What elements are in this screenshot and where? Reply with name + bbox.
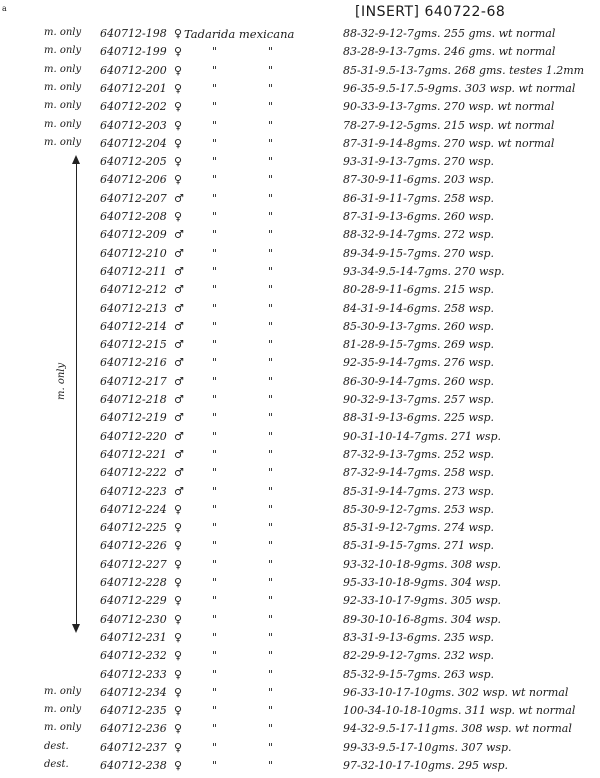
sex-symbol: ♂: [174, 191, 184, 205]
sex-symbol: ♀: [174, 649, 183, 663]
sex-symbol: ♀: [174, 521, 183, 535]
sex-symbol: ♀: [174, 173, 183, 187]
specimen-row: [0, 45, 600, 64]
catalog-number: 640712-219: [100, 411, 167, 425]
ditto-mark: ": [212, 649, 218, 663]
ditto-mark: ": [212, 466, 218, 480]
measurements: 89-30-10-16-8gms. 304 wsp.: [343, 612, 502, 626]
catalog-number: 640712-235: [100, 704, 167, 718]
ditto-mark: ": [268, 740, 274, 754]
sex-symbol: ♀: [174, 722, 183, 736]
catalog-number: 640712-231: [100, 630, 167, 644]
catalog-number: 640712-236: [100, 722, 167, 736]
measurements: 93-34-9.5-14-7gms. 270 wsp.: [343, 264, 505, 278]
specimen-row: [0, 137, 600, 156]
measurements: 83-31-9-13-6gms. 235 wsp.: [343, 630, 495, 644]
sex-symbol: ♀: [174, 704, 183, 718]
catalog-number: 640712-223: [100, 484, 167, 498]
measurements: 88-32-9-12-7gms. 255 gms. wt normal: [343, 27, 556, 40]
ditto-mark: ": [268, 393, 274, 406]
specimen-row: [0, 356, 600, 375]
ditto-mark: ": [212, 576, 218, 589]
catalog-number: 640712-233: [100, 667, 167, 681]
catalog-number: 640712-220: [100, 429, 167, 443]
ditto-mark: ": [268, 411, 274, 425]
ditto-mark: ": [268, 667, 274, 681]
measurements: 85-30-9-13-7gms. 260 wsp.: [343, 319, 495, 333]
ditto-mark: ": [268, 264, 274, 278]
catalog-number: 640712-206: [100, 173, 167, 187]
specimen-row: [0, 393, 600, 412]
ditto-mark: ": [212, 612, 218, 626]
ditto-mark: ": [268, 502, 274, 516]
catalog-number: 640712-225: [100, 521, 167, 535]
specimen-row: [0, 192, 600, 211]
specimen-row: [0, 64, 600, 83]
measurements: 96-33-10-17-10gms. 302 wsp. wt normal: [343, 685, 569, 699]
specimen-row: [0, 100, 600, 119]
measurements: 88-31-9-13-6gms. 225 wsp.: [343, 411, 495, 425]
ditto-mark: ": [212, 411, 218, 425]
measurements: 85-31-9-14-7gms. 273 wsp.: [343, 484, 495, 498]
catalog-number: 640712-212: [100, 283, 167, 297]
catalog-number: 640712-201: [100, 81, 167, 95]
row-prefix: m. only: [44, 63, 82, 75]
sex-symbol: ♀: [174, 136, 183, 150]
row-prefix: m. only: [44, 136, 82, 148]
catalog-number: 640712-204: [100, 136, 167, 150]
measurements: 93-32-10-18-9gms. 308 wsp.: [343, 557, 502, 571]
ditto-mark: ": [212, 301, 218, 315]
ditto-mark: ": [268, 466, 274, 480]
sex-symbol: ♂: [174, 484, 184, 498]
sex-symbol: ♂: [174, 338, 184, 352]
measurements: 85-32-9-15-7gms. 263 wsp.: [343, 667, 495, 681]
specimen-row: [0, 613, 600, 632]
sex-symbol: ♀: [174, 27, 183, 40]
specimen-row: [0, 210, 600, 229]
specimen-row: [0, 631, 600, 650]
ditto-mark: ": [212, 447, 218, 461]
specimen-row: [0, 173, 600, 192]
ditto-mark: ": [212, 722, 218, 736]
sex-symbol: ♂: [174, 228, 184, 242]
catalog-number: 640712-208: [100, 210, 167, 223]
catalog-number: 640712-199: [100, 45, 167, 59]
measurements: 99-33-9.5-17-10gms. 307 wsp.: [343, 740, 512, 754]
sex-symbol: ♀: [174, 210, 183, 223]
catalog-number: 640712-211: [100, 264, 167, 278]
sex-symbol: ♂: [174, 246, 184, 260]
catalog-number: 640712-198: [100, 27, 167, 40]
catalog-number: 640712-214: [100, 319, 167, 333]
catalog-number: 640712-227: [100, 557, 167, 571]
ditto-mark: ": [212, 118, 218, 132]
catalog-number: 640712-234: [100, 685, 167, 699]
ditto-mark: ": [212, 429, 218, 443]
species-name: Tadarida mexicana: [184, 27, 295, 41]
sex-symbol: ♀: [174, 740, 183, 754]
specimen-row: [0, 704, 600, 723]
catalog-number: 640712-203: [100, 118, 167, 132]
ditto-mark: ": [268, 374, 274, 388]
specimen-row: [0, 686, 600, 705]
sex-symbol: ♀: [174, 63, 183, 77]
sex-symbol: ♀: [174, 502, 183, 516]
ditto-mark: ": [212, 759, 218, 772]
row-prefix: m. only: [44, 685, 82, 697]
ditto-mark: ": [212, 356, 218, 370]
catalog-number: 640712-205: [100, 155, 167, 169]
measurements: 81-28-9-15-7gms. 269 wsp.: [343, 338, 495, 352]
measurements: 89-34-9-15-7gms. 270 wsp.: [343, 246, 495, 260]
ditto-mark: ": [268, 704, 274, 718]
ditto-mark: ": [212, 136, 218, 150]
specimen-row: [0, 722, 600, 741]
ditto-mark: ": [268, 136, 274, 150]
catalog-number: 640712-207: [100, 191, 167, 205]
catalog-number: 640712-218: [100, 393, 167, 406]
measurements: 90-31-10-14-7gms. 271 wsp.: [343, 429, 502, 443]
measurements: 87-32-9-14-7gms. 258 wsp.: [343, 466, 495, 480]
catalog-number: 640712-238: [100, 759, 167, 772]
specimen-row: [0, 82, 600, 101]
catalog-number: 640712-232: [100, 649, 167, 663]
bracket-side-label: m. only: [56, 362, 67, 400]
specimen-row: [0, 649, 600, 668]
measurements: 87-31-9-13-6gms. 260 wsp.: [343, 210, 495, 223]
sex-symbol: ♂: [174, 301, 184, 315]
measurements: 78-27-9-12-5gms. 215 wsp. wt normal: [343, 118, 555, 132]
specimen-row: [0, 155, 600, 174]
measurements: 86-30-9-14-7gms. 260 wsp.: [343, 374, 495, 388]
sex-symbol: ♀: [174, 630, 183, 644]
specimen-row: [0, 485, 600, 504]
row-prefix: m. only: [44, 100, 82, 112]
catalog-number: 640712-200: [100, 63, 167, 77]
sex-symbol: ♂: [174, 356, 184, 370]
ditto-mark: ": [212, 210, 218, 223]
catalog-number: 640712-215: [100, 338, 167, 352]
ditto-mark: ": [212, 246, 218, 260]
row-prefix: m. only: [44, 27, 82, 38]
ditto-mark: ": [212, 173, 218, 187]
sex-symbol: ♀: [174, 612, 183, 626]
sex-symbol: ♂: [174, 283, 184, 297]
ditto-mark: ": [268, 246, 274, 260]
measurements: 85-31-9.5-13-7gms. 268 gms. testes 1.2mm: [343, 63, 585, 77]
ditto-mark: ": [212, 155, 218, 169]
ditto-mark: ": [268, 63, 274, 77]
specimen-row: [0, 119, 600, 138]
catalog-number: 640712-216: [100, 356, 167, 370]
ditto-mark: ": [212, 45, 218, 59]
measurements: 90-33-9-13-7gms. 270 wsp. wt normal: [343, 100, 555, 114]
catalog-number: 640712-228: [100, 576, 167, 589]
measurements: 95-33-10-18-9gms. 304 wsp.: [343, 576, 502, 589]
specimen-row: [0, 594, 600, 613]
specimen-row: [0, 375, 600, 394]
ditto-mark: ": [212, 539, 218, 553]
specimen-row: [0, 539, 600, 558]
ditto-mark: ": [268, 649, 274, 663]
sex-symbol: ♀: [174, 667, 183, 681]
specimen-row: [0, 521, 600, 540]
ditto-mark: ": [268, 685, 274, 699]
measurements: 80-28-9-11-6gms. 215 wsp.: [343, 283, 495, 297]
row-prefix: m. only: [44, 704, 82, 716]
specimen-row: [0, 320, 600, 339]
ditto-mark: ": [268, 338, 274, 352]
ditto-mark: ": [268, 118, 274, 132]
ditto-mark: ": [212, 704, 218, 718]
measurements: 92-35-9-14-7gms. 276 wsp.: [343, 356, 495, 370]
ditto-mark: ": [212, 484, 218, 498]
specimen-row: [0, 27, 600, 46]
row-prefix: dest.: [44, 740, 69, 752]
sex-symbol: ♀: [174, 100, 183, 114]
ditto-mark: ": [212, 63, 218, 77]
catalog-number: 640712-202: [100, 100, 167, 114]
ditto-mark: ": [268, 228, 274, 242]
specimen-row: [0, 430, 600, 449]
catalog-number: 640712-230: [100, 612, 167, 626]
ditto-mark: ": [212, 100, 218, 114]
specimen-row: [0, 558, 600, 577]
sex-symbol: ♀: [174, 759, 183, 772]
sex-symbol: ♀: [174, 576, 183, 589]
ditto-mark: ": [268, 759, 274, 772]
ditto-mark: ": [212, 630, 218, 644]
specimen-row: [0, 759, 600, 778]
ditto-mark: ": [212, 393, 218, 406]
ditto-mark: ": [268, 210, 274, 223]
specimen-row: [0, 265, 600, 284]
row-prefix: m. only: [44, 81, 82, 93]
ditto-mark: ": [212, 740, 218, 754]
measurements: 93-31-9-13-7gms. 270 wsp.: [343, 155, 495, 169]
sex-symbol: ♂: [174, 447, 184, 461]
sex-symbol: ♀: [174, 118, 183, 132]
measurements: 85-30-9-12-7gms. 253 wsp.: [343, 502, 495, 516]
ditto-mark: ": [268, 722, 274, 736]
specimen-row: [0, 576, 600, 595]
specimen-row: [0, 668, 600, 687]
ditto-mark: ": [212, 319, 218, 333]
specimen-row: [0, 283, 600, 302]
ditto-mark: ": [212, 685, 218, 699]
ditto-mark: ": [268, 191, 274, 205]
ditto-mark: ": [212, 283, 218, 297]
ditto-mark: ": [268, 539, 274, 553]
measurements: 82-29-9-12-7gms. 232 wsp.: [343, 649, 495, 663]
row-prefix: m. only: [44, 45, 82, 57]
ditto-mark: ": [268, 521, 274, 535]
catalog-number: 640712-221: [100, 447, 167, 461]
row-prefix: m. only: [44, 118, 82, 130]
sex-symbol: ♀: [174, 594, 183, 608]
measurements: 97-32-10-17-10gms. 295 wsp.: [343, 759, 509, 772]
ditto-mark: ": [212, 502, 218, 516]
measurements: 87-30-9-11-6gms. 203 wsp.: [343, 173, 495, 187]
measurements: 86-31-9-11-7gms. 258 wsp.: [343, 191, 495, 205]
ditto-mark: ": [268, 45, 274, 59]
ditto-mark: ": [212, 264, 218, 278]
measurements: 83-28-9-13-7gms. 246 gms. wt normal: [343, 45, 556, 59]
sex-symbol: ♂: [174, 319, 184, 333]
ditto-mark: ": [268, 173, 274, 187]
ditto-mark: ": [268, 356, 274, 370]
measurements: 88-32-9-14-7gms. 272 wsp.: [343, 228, 495, 242]
ditto-mark: ": [212, 374, 218, 388]
sex-symbol: ♂: [174, 393, 184, 406]
specimen-row: [0, 448, 600, 467]
ditto-mark: ": [268, 484, 274, 498]
ditto-mark: ": [212, 521, 218, 535]
sex-symbol: ♀: [174, 685, 183, 699]
ditto-mark: ": [268, 630, 274, 644]
sex-symbol: ♀: [174, 557, 183, 571]
catalog-number: 640712-224: [100, 502, 167, 516]
specimen-row: [0, 247, 600, 266]
sex-symbol: ♂: [174, 466, 184, 480]
sex-symbol: ♀: [174, 45, 183, 59]
measurements: 94-32-9.5-17-11gms. 308 wsp. wt normal: [343, 722, 572, 736]
ditto-mark: ": [268, 283, 274, 297]
measurements: 92-33-10-17-9gms. 305 wsp.: [343, 594, 502, 608]
specimen-row: [0, 411, 600, 430]
measurements: 90-32-9-13-7gms. 257 wsp.: [343, 393, 495, 406]
measurements: 96-35-9.5-17.5-9gms. 303 wsp. wt normal: [343, 81, 576, 95]
ditto-mark: ": [212, 557, 218, 571]
ditto-mark: ": [212, 191, 218, 205]
sex-symbol: ♂: [174, 264, 184, 278]
sex-symbol: ♀: [174, 539, 183, 553]
specimen-row: [0, 741, 600, 760]
ditto-mark: ": [212, 81, 218, 95]
specimen-row: [0, 466, 600, 485]
ditto-mark: ": [268, 429, 274, 443]
ditto-mark: ": [268, 301, 274, 315]
ditto-mark: ": [268, 594, 274, 608]
corner-mark: a: [2, 4, 7, 13]
ditto-mark: ": [268, 100, 274, 114]
ditto-mark: ": [268, 81, 274, 95]
catalog-number: 640712-209: [100, 228, 167, 242]
sex-symbol: ♂: [174, 374, 184, 388]
ditto-mark: ": [212, 594, 218, 608]
ditto-mark: ": [212, 667, 218, 681]
insert-reference: [INSERT] 640722-68: [355, 4, 506, 20]
specimen-row: [0, 228, 600, 247]
specimen-row: [0, 503, 600, 522]
ditto-mark: ": [268, 155, 274, 169]
measurements: 84-31-9-14-6gms. 258 wsp.: [343, 301, 495, 315]
row-prefix: dest.: [44, 759, 69, 770]
measurements: 85-31-9-12-7gms. 274 wsp.: [343, 521, 495, 535]
measurements: 87-31-9-14-8gms. 270 wsp. wt normal: [343, 136, 555, 150]
ditto-mark: ": [212, 338, 218, 352]
catalog-number: 640712-226: [100, 539, 167, 553]
measurements: 87-32-9-13-7gms. 252 wsp.: [343, 447, 495, 461]
ditto-mark: ": [268, 557, 274, 571]
sex-symbol: ♀: [174, 81, 183, 95]
catalog-number: 640712-213: [100, 301, 167, 315]
sex-symbol: ♀: [174, 155, 183, 169]
measurements: 85-31-9-15-7gms. 271 wsp.: [343, 539, 495, 553]
ditto-mark: ": [268, 576, 274, 589]
sex-symbol: ♂: [174, 429, 184, 443]
catalog-number: 640712-217: [100, 374, 167, 388]
catalog-number: 640712-222: [100, 466, 167, 480]
catalog-number: 640712-237: [100, 740, 167, 754]
ditto-mark: ": [212, 228, 218, 242]
specimen-row: [0, 302, 600, 321]
row-prefix: m. only: [44, 722, 82, 734]
catalog-number: 640712-210: [100, 246, 167, 260]
ditto-mark: ": [268, 612, 274, 626]
ditto-mark: ": [268, 319, 274, 333]
ditto-mark: ": [268, 447, 274, 461]
specimen-row: [0, 338, 600, 357]
catalog-number: 640712-229: [100, 594, 167, 608]
sex-symbol: ♂: [174, 411, 184, 425]
measurements: 100-34-10-18-10gms. 311 wsp. wt normal: [343, 704, 576, 718]
